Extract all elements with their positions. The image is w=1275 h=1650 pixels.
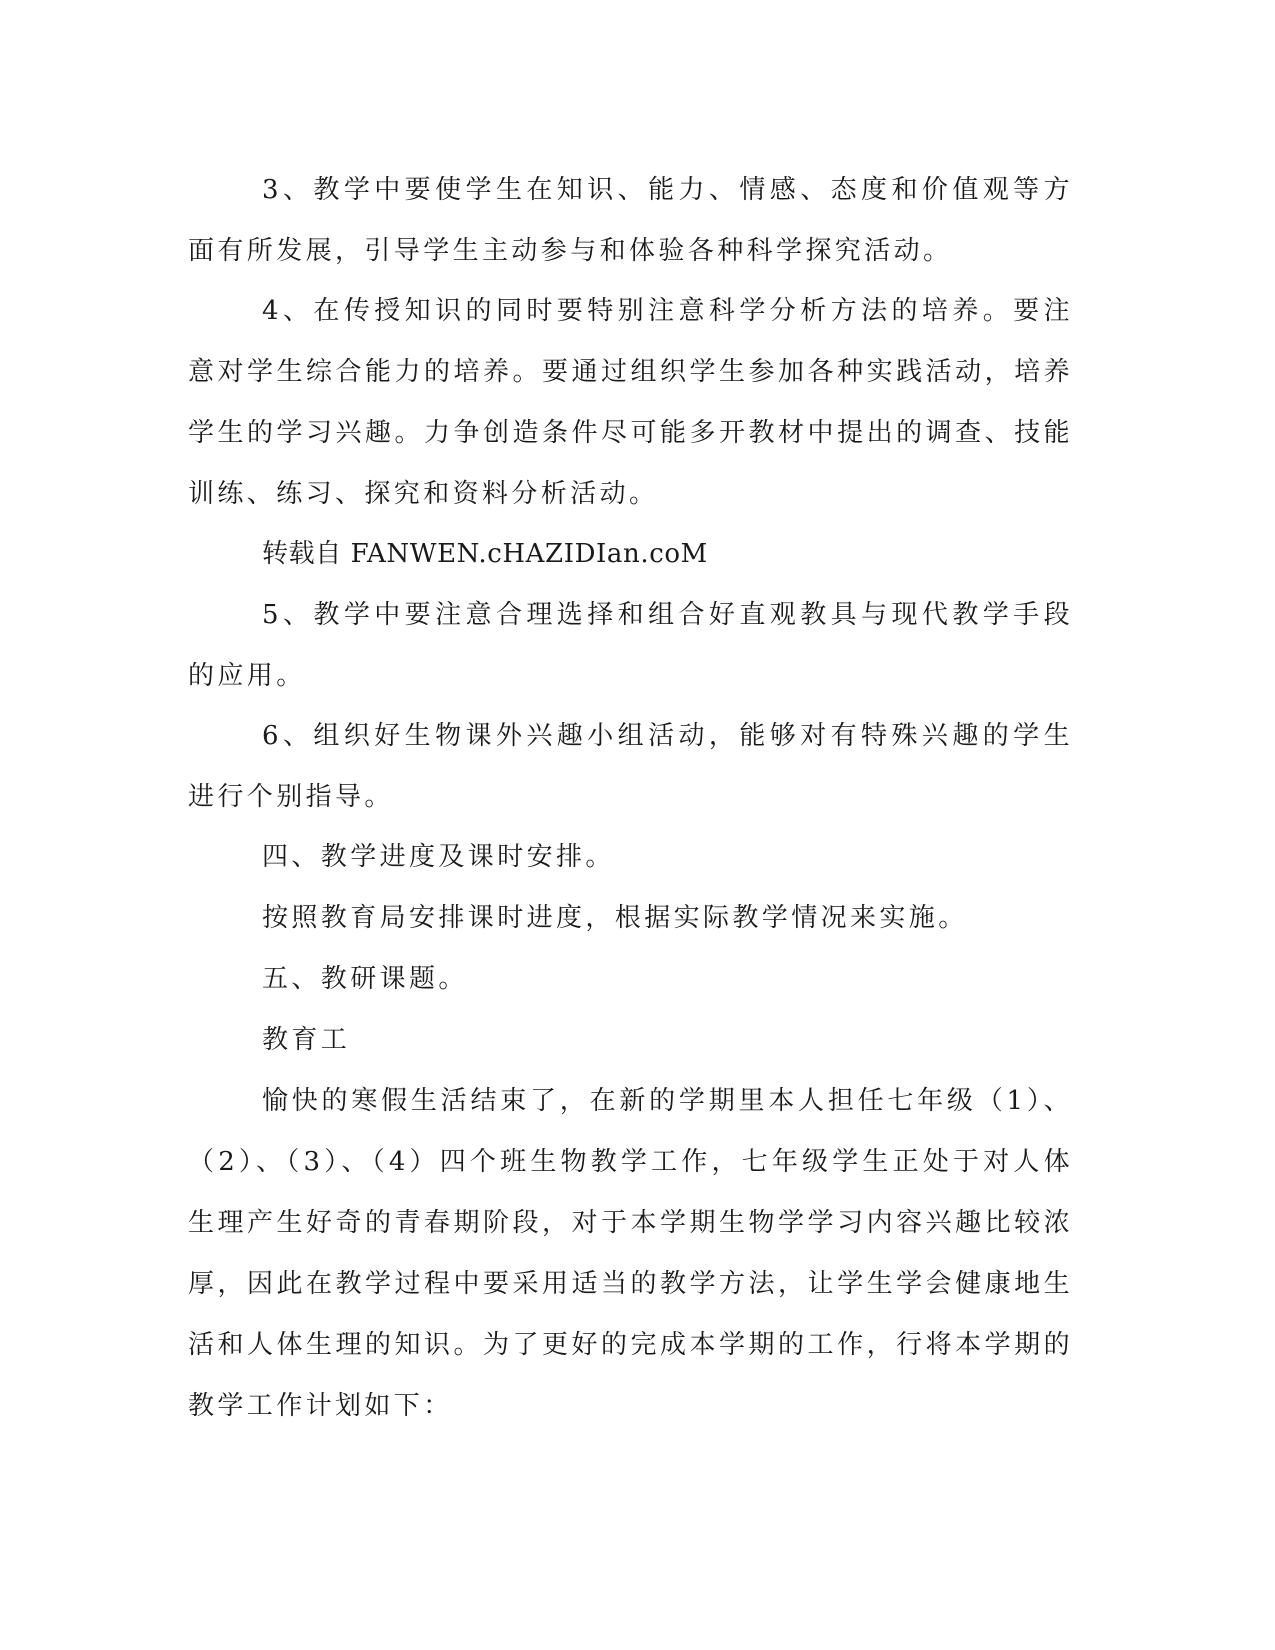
section-heading-schedule: 四、教学进度及课时安排。	[262, 842, 615, 872]
intro-paragraph: 愉快的寒假生活结束了，在新的学期里本人担任七年级（1）、（2）、（3）、（4）四个班生物教学工作，七年级学生正处于对人体生理产生好奇的青春期阶段，对于本学期生物学学习内容兴趣比较浓厚，因此在教学过程中要采用适当的教学方法，让学生学会健康地生活和人体生理的知识。为了更好的完成本学期的工作，行将本学期的教学工作计划如下：	[188, 1086, 1073, 1421]
source-note: 转载自 FANWEN.cHAZIDIan.coM	[262, 539, 708, 569]
paragraph-item-4: 4、在传授知识的同时要特别注意科学分析方法的培养。要注意对学生综合能力的培养。要通过组织学生参加各种实践活动，培养学生的学习兴趣。力争创造条件尽可能多开教材中提出的调查、技能训练、练习、探究和资料分析活动。	[188, 296, 1073, 509]
paragraph-item-3: 3、教学中要使学生在知识、能力、情感、态度和价值观等方面有所发展，引导学生主动参与和体验各种科学探究活动。	[188, 175, 1073, 266]
schedule-text: 按照教育局安排课时进度，根据实际教学情况来实施。	[262, 903, 968, 933]
paragraph-item-6: 6、组织好生物课外兴趣小组活动，能够对有特殊兴趣的学生进行个别指导。	[188, 721, 1073, 812]
paragraph-item-5: 5、教学中要注意合理选择和组合好直观教具与现代教学手段的应用。	[188, 600, 1073, 691]
section-heading-research: 五、教研课题。	[262, 964, 468, 994]
fragment-text: 教育工	[262, 1025, 351, 1055]
